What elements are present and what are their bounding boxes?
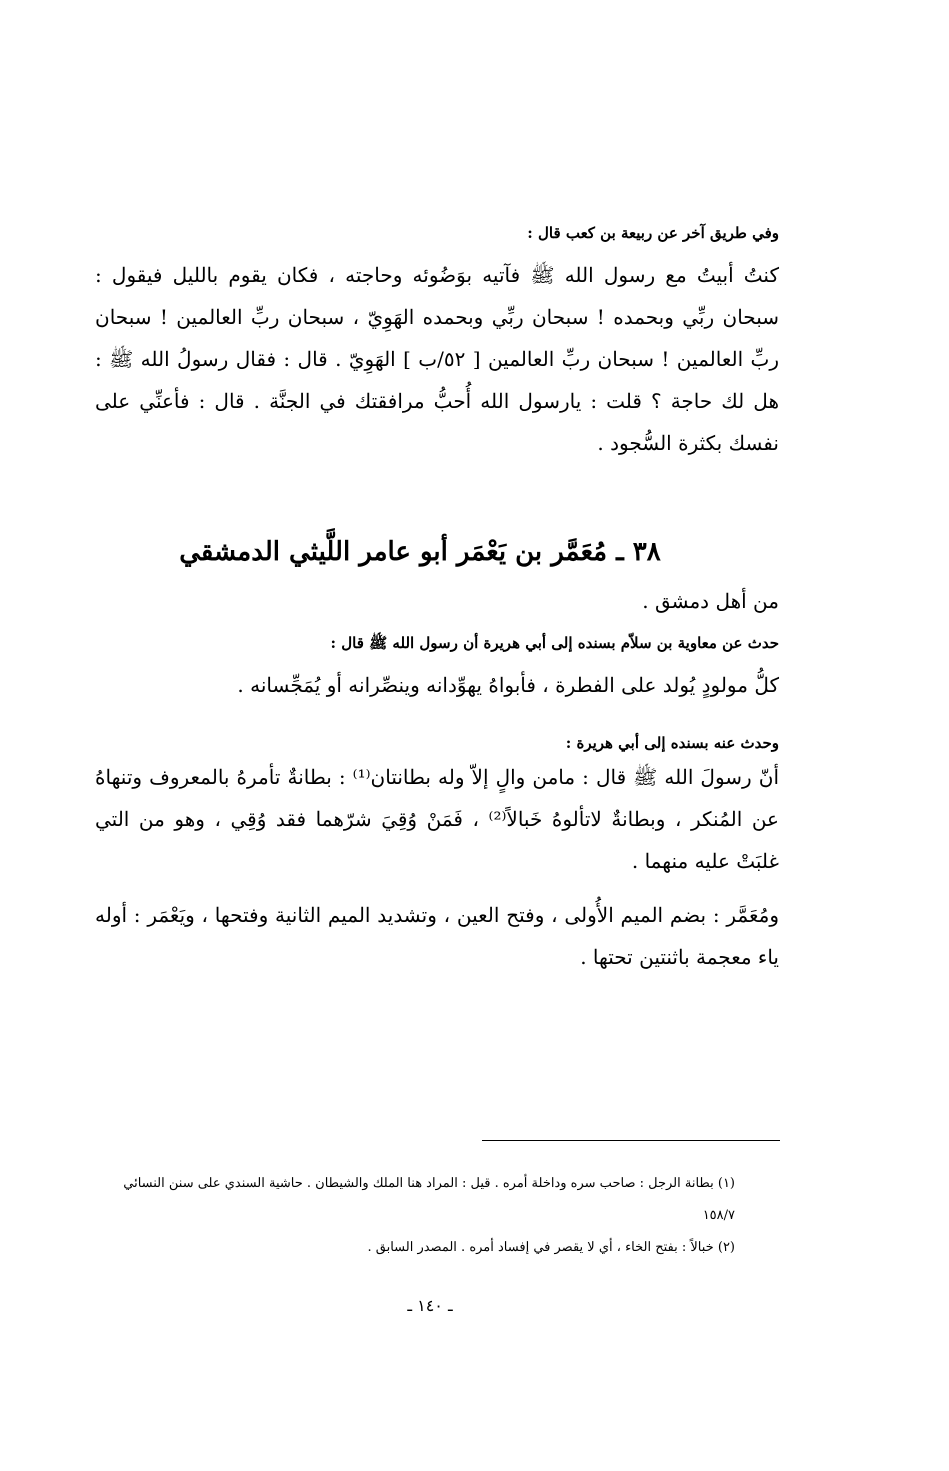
hadith-chain-1: حدث عن معاوية بن سلاّم بسنده إلى أبي هريرة أن رسول الله ﷺ قال : bbox=[330, 634, 779, 652]
biography-heading: ٣٨ ـ مُعَمَّر بن يَعْمَر أبو عامر اللَّيثي الدمشقي bbox=[179, 537, 661, 568]
footnote-1: (١) بطانة الرجل : صاحب سره وداخلة أمره . قيل : المراد هنا الملك والشيطان . حاشية السندي على سنن النسائي ١٥٨/٧ bbox=[123, 1176, 735, 1223]
origin-text: من أهل دمشق . bbox=[642, 589, 779, 613]
footnote-separator bbox=[482, 1140, 780, 1141]
hadith-text: كنتُ أبيتُ مع رسول الله ﷺ فآتيه بوَضُوئه وحاجته ، فكان يقوم بالليل فيقول : سبحان ربِّي وبحمده ! سبحان ربِّي وبحمده الهَوِيّ ، سبحان ربِّ العالمين ! سبحان ربِّ العالمين ! سبحان ربِّ العالمين [ ٥٢/ب ] الهَوِيّ . قال : فقال رسولُ الله ﷺ : هل لك حاجة ؟ قلت : يارسول الله أُحبُّ مرافقتك في الجنَّة . قال : فأعنِّي على نفسك بكثرة السُّجود . bbox=[95, 263, 779, 455]
section-intro: وفي طريق آخر عن ربيعة بن كعب قال : bbox=[527, 224, 779, 242]
footnote-2: (٢) خبالاً : بفتح الخاء ، أي لا يقصر في إفساد أمره . المصدر السابق . bbox=[367, 1240, 735, 1255]
page-number: ـ ١٤٠ ـ bbox=[407, 1296, 453, 1315]
hadith-text-1: كلُّ مولودٍ يُولد على الفطرة ، فأبواهُ يهوِّدانه وينصِّرانه أو يُمَجِّسانه . bbox=[237, 673, 779, 697]
hadith-text-2: أنّ رسولَ الله ﷺ قال : مامن والٍ إلاّ وله بطانتان⁽¹⁾ : بطانةٌ تأمرهُ بالمعروف وتنهاهُ عن المُنكر ، وبطانةٌ لاتألوهُ خَبالاً⁽²⁾ ، فَمَنْ وُقِيَ شرّهما فقد وُقِي ، وهو من التي غلبَتْ عليه منهما . bbox=[95, 765, 780, 873]
hadith-chain-2: وحدث عنه بسنده إلى أبي هريرة : bbox=[565, 734, 779, 752]
name-note: ومُعَمَّر : بضم الميم الأُولى ، وفتح العين ، وتشديد الميم الثانية وفتحها ، ويَعْمَر : أوله ياء معجمة باثنتين تحتها . bbox=[95, 903, 779, 969]
footnotes bbox=[95, 1168, 735, 1264]
